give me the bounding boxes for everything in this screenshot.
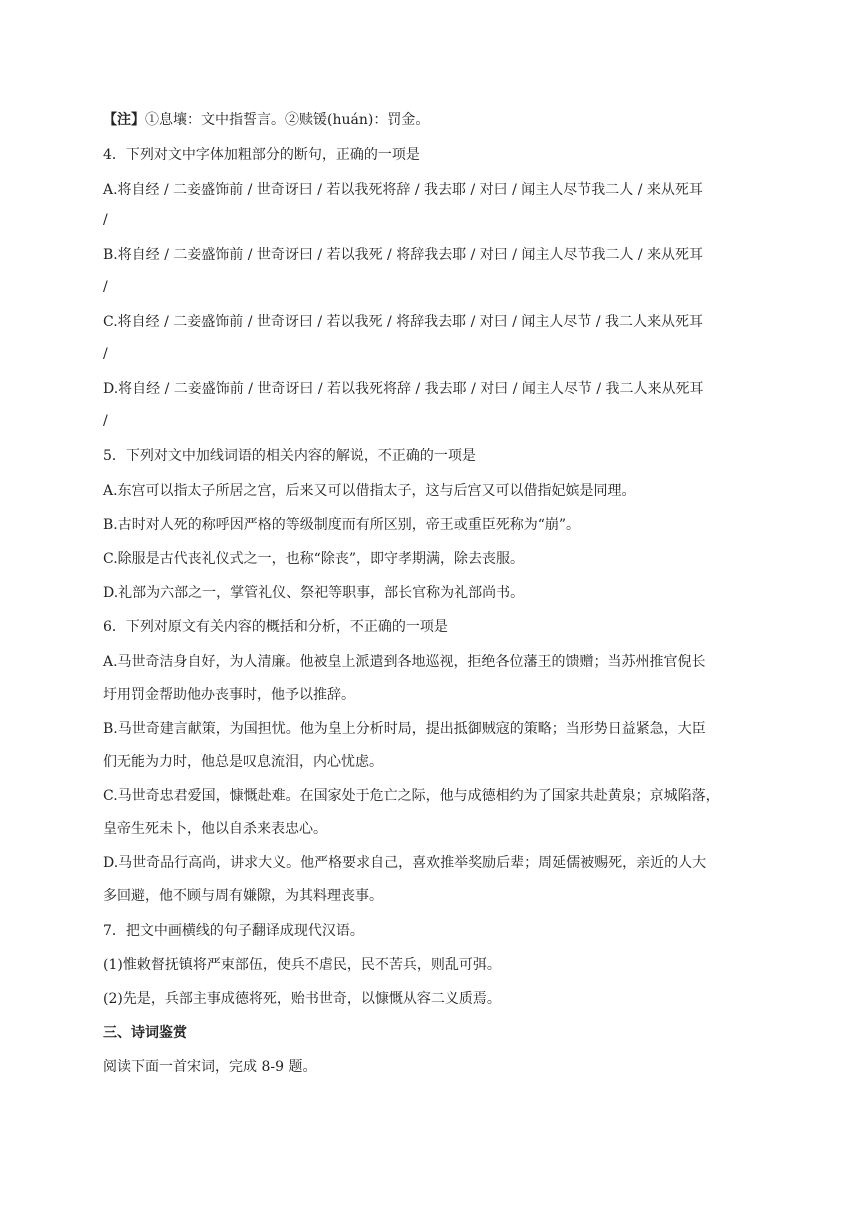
question-4-option-a: A.将自经 / 二妾盛饰前 / 世奇讶曰 / 若以我死将辞 / 我去耶 / 对曰 / 闻主人尽节我二人 / 来从死耳 [103, 182, 703, 198]
section-3-intro: 阅读下面一首宋词，完成 8-9 题。 [103, 1059, 317, 1075]
question-4-option-b: B.将自经 / 二妾盛饰前 / 世奇讶曰 / 若以我死 / 将辞我去耶 / 对曰 / 闻主人尽节我二人 / 来从死耳 [103, 247, 704, 263]
question-4-option-d-cont: / [103, 413, 108, 429]
question-6-stem: 6．下列对原文有关内容的概括和分析，不正确的一项是 [103, 619, 448, 635]
question-4-stem: 4．下列对文中字体加粗部分的断句，正确的一项是 [103, 147, 420, 163]
note-line [103, 110, 763, 130]
question-7-sentence-1: (1)惟敕督抚镇将严束部伍，使兵不虐民，民不苦兵，则乱可弭。 [103, 957, 501, 973]
question-4-option-d: D.将自经 / 二妾盛饰前 / 世奇讶曰 / 若以我死将辞 / 我去耶 / 对曰 / 闻主人尽节 / 我二人来从死耳 [103, 381, 704, 397]
question-6-option-b-cont: 们无能为力时，他总是叹息流泪，内心忧虑。 [103, 754, 383, 770]
question-7-sentence-2: (2)先是，兵部主事成德将死，贻书世奇，以慷慨从容二义质焉。 [103, 991, 501, 1007]
question-5-option-c: C.除服是古代丧礼仪式之一，也称“除丧”，即守孝期满，除去丧服。 [103, 551, 524, 567]
question-6-option-b: B.马世奇建言献策，为国担忧。他为皇上分析时局，提出抵御贼寇的策略；当形势日益紧急，大臣 [103, 721, 706, 737]
question-4-option-b-cont: / [103, 279, 108, 295]
question-5-option-d: D.礼部为六部之一，掌管礼仪、祭祀等职事，部长官称为礼部尚书。 [103, 585, 525, 601]
question-5-option-b: B.古时对人死的称呼因严格的等级制度而有所区别，帝王或重臣死称为“崩”。 [103, 517, 581, 533]
question-4-option-c: C.将自经 / 二妾盛饰前 / 世奇讶曰 / 若以我死 / 将辞我去耶 / 对曰 / 闻主人尽节 / 我二人来从死耳 [103, 314, 703, 330]
note-label: 【注】 [103, 112, 145, 128]
question-4-option-c-cont: / [103, 346, 108, 362]
question-6-option-a-cont: 圩用罚金帮助他办丧事时，他予以推辞。 [103, 687, 355, 703]
question-6-option-c: C.马世奇忠君爱国，慷慨赴难。在国家处于危亡之际，他与成德相约为了国家共赴黄泉；京城陷落， [103, 788, 720, 804]
note-text: ①息壤：文中指誓言。②赎锾(huán)：罚金。 [145, 112, 430, 128]
question-6-option-d-cont: 多回避，他不顾与周有嫌隙，为其料理丧事。 [103, 888, 383, 904]
question-5-stem: 5．下列对文中加线词语的相关内容的解说，不正确的一项是 [103, 448, 476, 464]
question-6-option-c-cont: 皇帝生死未卜，他以自杀来表忠心。 [103, 821, 327, 837]
question-6-option-d: D.马世奇品行高尚，讲求大义。他严格要求自己，喜欢推举奖励后辈；周延儒被赐死，亲近的人大 [103, 855, 707, 871]
section-3-heading: 三、诗词鉴赏 [103, 1025, 187, 1041]
question-7-stem: 7．把文中画横线的句子翻译成现代汉语。 [103, 923, 364, 939]
question-6-option-a: A.马世奇洁身自好，为人清廉。他被皇上派遣到各地巡视，拒绝各位藩王的馈赠；当苏州推官倪长 [103, 654, 706, 670]
question-5-option-a: A.东宫可以指太子所居之宫，后来又可以借指太子，这与后宫又可以借指妃嫔是同理。 [103, 483, 636, 499]
question-4-option-a-cont: / [103, 212, 108, 228]
